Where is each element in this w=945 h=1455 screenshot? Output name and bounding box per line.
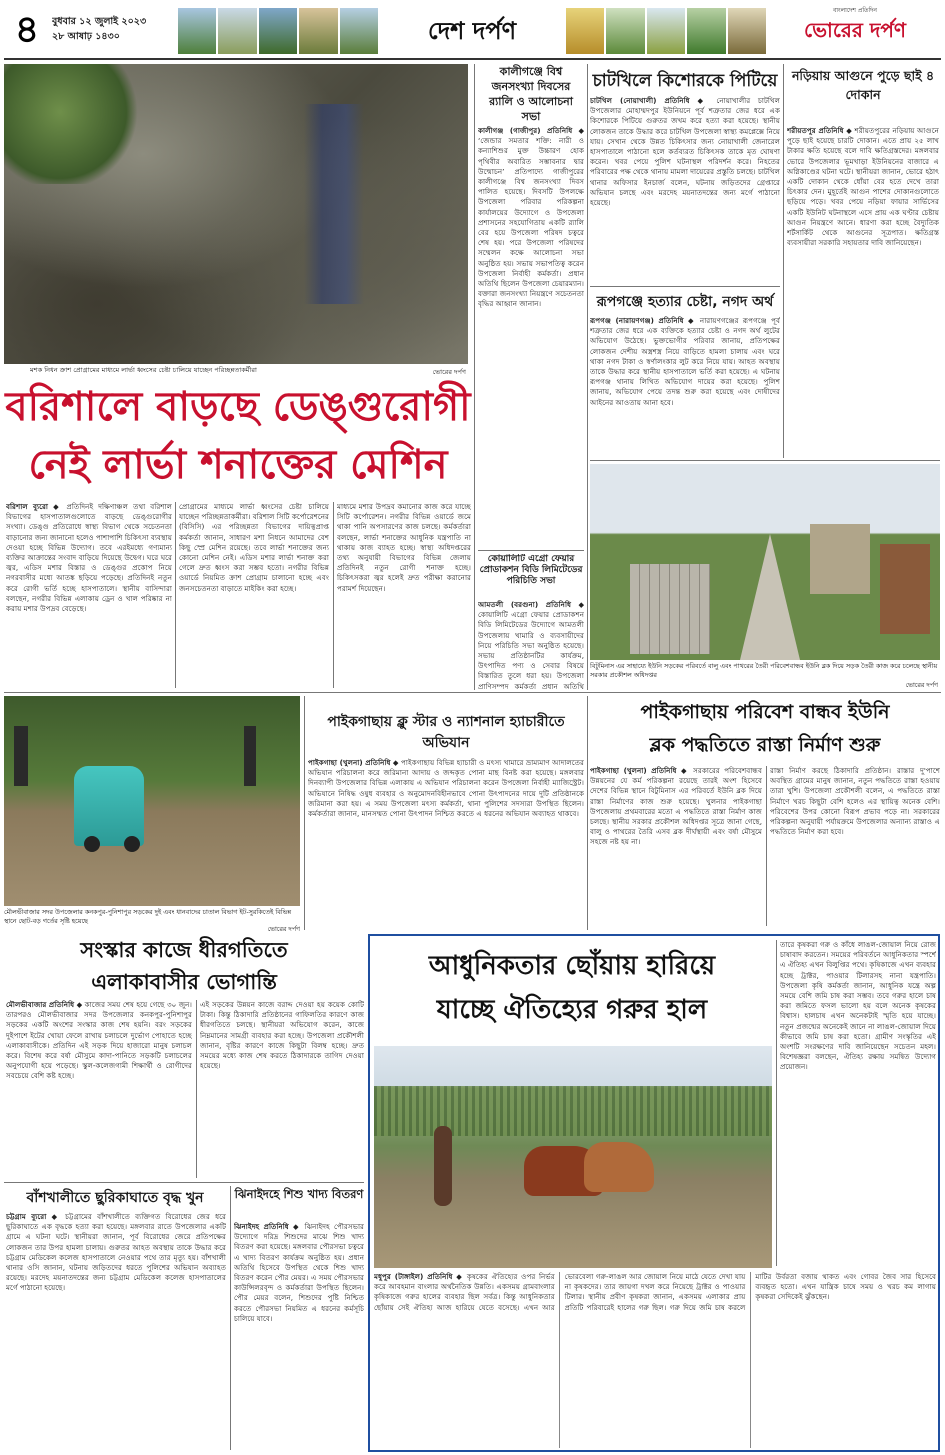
sanskar-text-2: এই সড়কের উন্নয়ন কাজে বরাদ্দ দেওয়া হয় কয়েক কোটি টাকা। কিন্তু ঠিকাদারি প্রতিষ্ঠানের গাফিলতির কারণে কাজ ধীরগতিতে চলছে। স্থানীয়রা অভিযোগ করেন, কাজে নিম্নমানের সামগ্রী ব্যবহার করা হচ্ছে। উপজেলা প্রকৌশলী জানান, বৃষ্টির কারণে কাজে কিছুটা বিলম্ব হচ্ছে। দ্রুত সময়ের মধ্যে কাজ শেষ করতে ঠিকাদারকে তাগিদ দেওয়া হয়েছে। <box>200 1000 364 1071</box>
header-photo-strip-right <box>566 8 766 54</box>
chatkhil-headline: চাটখিলে কিশোরকে পিটিয়ে <box>592 71 778 91</box>
photo2-caption: বিটুমিনাস এর সাহায্যে ইউনি সড়কের পরিবর্তে বালু এবং পাথরের তৈরী পরিবেশবান্ধব ইউনি ব্লক দিয়ে সড়ক তৈরী কাজ করে চলেছে স্থানীয় সরকার প্রকৌশল অধিদপ্তর <box>590 662 938 679</box>
rupganj-dateline: রূপগঞ্জ (নারায়ণগঞ্জ) প্রতিনিধি <box>590 316 684 325</box>
col-rule-kaliganj <box>474 64 475 690</box>
kaliganj-text: ‘জেন্ডার সমতার শক্তি: নারী ও কন্যাশিশুর মুক্ত উচ্চারণ হোক পৃথিবীর অবারিত সম্ভাবনার দ্বার উন্মোচন’ প্রতিপাদ্যে গাজীপুরের কালীগঞ্জে বিশ্ব জনসংখ্যা দিবস পালিত হয়েছে। দিবসটি উপলক্ষে উপজেলা পরিবার পরিকল্পনা কার্যালয়ের উদ্যোগে ও উপজেলা প্রশাসনের সহযোগিতায় একটি র‍্যালি বের হয়ে উপজেলা পরিষদ চত্বরে শেষ হয়। পরে উপজেলা পরিষদের সম্মেলন কক্ষে আলোচনা সভা অনুষ্ঠিত হয়। সভায় সভাপতিত্ব করেন উপজেলা নির্বাহী কর্মকর্তা। প্রধান অতিথি ছিলেন উপজেলা চেয়ারম্যান। বক্তারা জনসংখ্যা নিয়ন্ত্রণে সচেতনতা বৃদ্ধির আহ্বান জানান। <box>478 136 584 309</box>
chatkhil-text: নোয়াখালীর চাটখিল উপজেলার মোহাম্মদপুর ইউনিয়নে পূর্ব শত্রুতার জের ধরে এক কিশোরকে পিটিয়ে গুরুতর জখম করে হত্যা করা হয়েছে। স্থানীয় লোকজন তাকে উদ্ধার করে চাটখিল উপজেলা স্বাস্থ্য কমপ্লেক্সে নিয়ে যায়। সেখান থেকে উন্নত চিকিৎসার জন্য নোয়াখালী জেনারেল হাসপাতালে পাঠানো হলে কর্তব্যরত চিকিৎসক তাকে মৃত ঘোষণা করেন। খবর পেয়ে পুলিশ ঘটনাস্থল পরিদর্শন করে। নিহতের পরিবারের পক্ষ থেকে থানায় মামলা দায়েরের প্রস্তুতি চলছে। চাটখিল থানার অফিসার ইনচার্জ বলেন, ঘটনায় জড়িতদের গ্রেপ্তারে অভিযান চলছে এবং মরদেহ ময়নাতদন্তের জন্য মর্গে পাঠানো হয়েছে। <box>590 96 780 208</box>
col-rule-chatkhil <box>587 64 588 690</box>
date-line-1: বুধবার ১২ জুলাই ২০২৩ <box>52 16 147 27</box>
kaliganj-article: কালীগঞ্জ (গাজীপুর) প্রতিনিধি ◆ ‘জেন্ডার সমতার শক্তি: নারী ও কন্যাশিশুর মুক্ত উচ্চারণ হোক পৃথিবীর অবারিত সম্ভাবনার দ্বার উন্মোচন’ প্রতিপাদ্যে গাজীপুরের কালীগঞ্জে বিশ্ব জনসংখ্যা দিবস পালিত হয়েছে। দিবসটি উপলক্ষে উপজেলা পরিবার পরিকল্পনা কার্যালয়ের উদ্যোগে ও উপজেলা প্রশাসনের সহযোগিতায় একটি র‍্যালি বের হয়ে উপজেলা পরিষদ চত্বরে শেষ হয়। পরে উপজেলা পরিষদের সম্মেলন কক্ষে আলোচনা সভা অনুষ্ঠিত হয়। সভায় সভাপতিত্ব করেন উপজেলা নির্বাহী কর্মকর্তা। প্রধান অতিথি ছিলেন উপজেলা চেয়ারম্যান। বক্তারা জনসংখ্যা নিয়ন্ত্রণে সচেতনতা বৃদ্ধির আহ্বান জানান। <box>478 126 584 309</box>
barishal-dateline: বরিশাল ব্যুরো <box>6 502 49 511</box>
photo-larvicide-cleaning <box>4 64 468 364</box>
paikgacha2-text: পাইকগাছায় বিভিন্ন হ্যাচারী ও মৎস্য খামারে ভ্রাম্যমাণ আদালতের অভিযান পরিচালনা করে জরিমানা আদায় ও জব্দকৃত পোনা মাছ বিনষ্ট করা হয়েছে। মঙ্গলবার দিনব্যাপী উপজেলার বিভিন্ন এলাকায় এ অভিযান পরিচালনা করেন উপজেলা নির্বাহী ম্যাজিস্ট্রেট। অভিযানে নিষিদ্ধ ওষুধ ব্যবহার ও অনুমোদনবিহীনভাবে পোনা উৎপাদনের দায়ে দুটি প্রতিষ্ঠানকে জরিমানা করা হয়। এ সময় উপজেলা মৎস্য কর্মকর্তা, থানা পুলিশের সদস্যরা উপস্থিত ছিলেন। কর্মকর্তারা জানান, মানসম্মত পোনা উৎপাদন নিশ্চিত করতে এ ধরনের অভিযান অব্যাহত থাকবে। <box>308 758 584 819</box>
adhunik-headline <box>374 940 770 1036</box>
quality-headline: কোয়ালিটি এগ্রো ফেয়ার প্রোডাকশন বিডি লিমিটেডের পরিচিতি সভা <box>479 554 583 586</box>
quality-text: কোয়ালিটি এগ্রো ফেয়ার প্রোডাকশন বিডি লিমিটেডের উদ্যোগে আমতলী উপজেলায় খামারি ও ব্যবসায়ীদের নিয়ে পরিচিতি সভা অনুষ্ঠিত হয়েছে। সভায় প্রতিষ্ঠানটির কার্যক্রম, উৎপাদিত পণ্য ও সেবার বিষয়ে বিস্তারিত তুলে ধরা হয়। উপজেলা প্রাণিসম্পদ কর্মকর্তা প্রধান অতিথি <box>478 610 584 690</box>
photo2-credit: ভোরের দর্পণ <box>905 681 938 689</box>
col-rule-noriaya <box>783 64 784 458</box>
photo-bullock-plough <box>374 1046 772 1268</box>
barishal-text-2: প্রোগ্রামের মাধ্যমে লার্ভা ধ্বংসের চেষ্টা চালিয়ে যাচ্ছেন পরিচ্ছন্নতাকর্মীরা। বরিশাল সিটি কর্পোরেশনের (বিসিসি) এর পরিচ্ছন্নতা বিভাগের দায়িত্বপ্রাপ্ত কর্মকর্তা জানান, সাধারণ মশা নিধনে আমাদের বেশ কিছু স্প্রে মেশিন রয়েছে। তবে লার্ভা শনাক্তের জন্য কোনো মেশিন নেই। এডিস মশার লার্ভা শনাক্ত করা গেলে দ্রুত ধ্বংস করা সম্ভব হতো। নগরীর বিভিন্ন ওয়ার্ডে নিয়মিত ক্রাশ প্রোগ্রাম চালানো হচ্ছে এবং জনসচেতনতা বাড়াতে মাইকিং করা হচ্ছে। <box>179 502 329 593</box>
adhunik-bottom-text: মধুপুর (টাঙ্গাইল) প্রতিনিধি ◆ কৃষকের ঐতিহ্যের ওপর নির্ভর করে আবহমান বাংলার অর্থনৈতিক উন্নতি। একসময় গ্রামবাংলার কৃষিকাজে গরুর হালের ব্যবহার ছিল সর্বত্র। কিন্তু আধুনিকতার ছোঁয়ায় সেই ঐতিহ্য আজ হারিয়ে যেতে বসেছে। এখন আর ভোরবেলা গরু-লাঙল আর জোয়াল নিয়ে মাঠে যেতে দেখা যায় না কৃষকদের। তার জায়গা দখল করে নিয়েছে ট্রাক্টর ও পাওয়ার টিলার। স্থানীয় প্রবীণ কৃষকরা জানান, একসময় এলাকার প্রায় প্রতিটি পরিবারেই হালের গরু ছিল। গরু দিয়ে জমি চাষ করলে মাটির উর্বরতা বজায় থাকত এবং গোবর জৈব সার হিসেবে ব্যবহৃত হতো। এখন যান্ত্রিক চাষে সময় ও খরচ কম লাগায় কৃষকরা সেদিকেই ঝুঁকছেন। <box>374 1272 936 1312</box>
paikgacha1-headline <box>590 696 940 764</box>
sanskar-headline-line2: এলাকাবাসীর ভোগান্তি <box>91 970 277 994</box>
sanskar-headline-line1: সংস্কার কাজে ধীরগতিতে <box>80 938 288 962</box>
banshkhali-text: চট্টগ্রামের বাঁশখালীতে ব্যক্তিগত বিরোধের জের ধরে ছুরিকাঘাতে এক বৃদ্ধকে হত্যা করা হয়েছে। মঙ্গলবার রাতে উপজেলার একটি গ্রামে এ ঘটনা ঘটে। স্থানীয়রা জানান, পূর্ব বিরোধের জেরে প্রতিপক্ষের লোকজন তার উপর হামলা চালায়। গুরুতর আহত অবস্থায় তাকে উদ্ধার করে চট্টগ্রাম মেডিকেল কলেজ হাসপাতালে নেওয়ার পথে তার মৃত্যু হয়। বাঁশখালী থানার ওসি জানান, ঘটনায় জড়িতদের ধরতে পুলিশের অভিযান অব্যাহত রয়েছে। মরদেহ ময়নাতদন্তের জন্য চট্টগ্রাম মেডিকেল কলেজ হাসপাতালের মর্গে পাঠানো হয়েছে। <box>6 1212 226 1293</box>
col-rule-paikgacha2 <box>304 696 305 930</box>
paikgacha2-article: পাইকগাছা (খুলনা) প্রতিনিধি ◆ পাইকগাছায় বিভিন্ন হ্যাচারী ও মৎস্য খামারে ভ্রাম্যমাণ আদালতের অভিযান পরিচালনা করে জরিমানা আদায় ও জব্দকৃত পোনা মাছ বিনষ্ট করা হয়েছে। মঙ্গলবার দিনব্যাপী উপজেলার বিভিন্ন এলাকায় এ অভিযান পরিচালনা করেন উপজেলা নির্বাহী ম্যাজিস্ট্রেট। অভিযানে নিষিদ্ধ ওষুধ ব্যবহার ও অনুমোদনবিহীনভাবে পোনা উৎপাদনের দায়ে দুটি প্রতিষ্ঠানকে জরিমানা করা হয়। এ সময় উপজেলা মৎস্য কর্মকর্তা, থানা পুলিশের সদস্যরা উপস্থিত ছিলেন। কর্মকর্তারা জানান, মানসম্মত পোনা উৎপাদন নিশ্চিত করতে এ ধরনের অভিযান অব্যাহত থাকবে। <box>308 758 584 819</box>
chatkhil-dateline: চাটখিল (নোয়াখালী) প্রতিনিধি <box>590 96 690 105</box>
adhunik-dateline: মধুপুর (টাঙ্গাইল) প্রতিনিধি <box>374 1272 453 1281</box>
quality-top-rule <box>478 550 584 551</box>
paikgacha2-dateline: পাইকগাছা (খুলনা) প্রতিনিধি <box>308 758 391 767</box>
jhenaidah-headline: ঝিনাইদহে শিশু খাদ্য বিতরণ <box>234 1187 364 1201</box>
photo1-caption: মশক নিধন ক্রাশ প্রোগ্রামের মাধ্যমে লার্ভা ধ্বংসের চেষ্টা চালিয়ে যাচ্ছেন পরিচ্ছন্নতাকর্মীরা <box>30 366 257 374</box>
barishal-text-1: প্রতিদিনই দক্ষিণাঞ্চল তথা বরিশাল বিভাগের হাসপাতালগুলোতে বাড়ছে ডেঙ্গুরোগীর সংখ্যা। ডেঙ্গু প্রতিরোধে স্বাস্থ্য বিভাগ থেকে সচেতনতা বাড়ানোর জন্য জানানো হলেও পাশাপাশি চিকিৎসা ব্যবস্থায় দেওয়া হচ্ছে বিভিন্ন উদ্যোগ। তবে এরইমধ্যে গণ্যমান্য ব্যক্তির আক্রান্তের সংবাদ বাড়িয়ে দিয়েছে উদ্বেগ। ঘরে ঘরে জ্বর, এডিস মশার বিস্তার ও ডেঙ্গুর প্রকোপ নিয়ে নগরবাসীর মধ্যে আতঙ্ক ছড়িয়ে পড়েছে। প্রতিদিনই নতুন করে রোগী ভর্তি হচ্ছে হাসপাতালে। স্থানীয় বাসিন্দারা বলছেন, নগরীর বিভিন্ন এলাকায় ড্রেন ও খাল পরিষ্কার না করায় মশার উপদ্রব বেড়েছে। <box>6 502 172 614</box>
jhenaidah-dateline: ঝিনাইদহ প্রতিনিধি <box>234 1222 289 1231</box>
noriaya-text: শরীয়তপুরের নড়িয়ায় আগুনে পুড়ে ছাই হয়েছে চারটি দোকান। এতে প্রায় ২৫ লাখ টাকার ক্ষতি হয়েছে বলে দাবি ক্ষতিগ্রস্তদের। মঙ্গলবার ভোরে উপজেলার ভূমখাড়া ইউনিয়নের বাজারে এ অগ্নিকাণ্ডের ঘটনা ঘটে। স্থানীয়রা জানান, ভোরে হঠাৎ একটি দোকান থেকে ধোঁয়া বের হতে দেখে তারা চিৎকার দেন। মুহূর্তেই আগুন পাশের দোকানগুলোতে ছড়িয়ে পড়ে। খবর পেয়ে নড়িয়া ফায়ার সার্ভিসের একটি ইউনিট ঘটনাস্থলে এসে প্রায় এক ঘণ্টার চেষ্টায় আগুন নিয়ন্ত্রণে আনে। ধারণা করা হচ্ছে বৈদ্যুতিক শর্টসার্কিট থেকে আগুনের সূত্রপাত। ক্ষতিগ্রস্ত ব্যবসায়ীরা সরকারি সহায়তার দাবি জানিয়েছেন। <box>787 126 939 248</box>
sanskar-dateline: মৌলভীবাজার প্রতিনিধি <box>6 1000 75 1009</box>
adhunik-headline-line2: যাচ্ছে ঐতিহ্যের গরুর হাল <box>436 995 708 1025</box>
rupganj-text: নারায়ণগঞ্জের রূপগঞ্জে পূর্ব শত্রুতার জের ধরে এক ব্যক্তিকে হত্যার চেষ্টা ও নগদ অর্থ লুটের অভিযোগ উঠেছে। ভুক্তভোগীর পরিবার জানায়, প্রতিপক্ষের লোকজন দেশীয় অস্ত্রশস্ত্র নিয়ে বাড়িতে হামলা চালায় এবং ঘরে থাকা নগদ টাকা ও স্বর্ণালংকার লুট করে নিয়ে যায়। আহত অবস্থায় তাকে উদ্ধার করে স্থানীয় হাসপাতালে ভর্তি করা হয়েছে। এ ঘটনায় রূপগঞ্জ থানায় লিখিত অভিযোগ দায়ের করা হয়েছে। পুলিশ জানায়, অভিযোগ পেয়ে তদন্ত শুরু করা হয়েছে এবং দোষীদের আইনের আওতায় আনা হবে। <box>590 316 780 407</box>
banshkhali-headline: বাঁশখালীতে ছুরিকাঘাতে বৃদ্ধ খুন <box>26 1190 204 1206</box>
adhunik-headline-line1: আধুনিকতার ছোঁয়ায় হারিয়ে <box>428 951 716 981</box>
rupganj-headline: রূপগঞ্জে হত্যার চেষ্টা, নগদ অর্থ <box>596 294 774 310</box>
barishal-text-3: মাধ্যমে মশার উপদ্রব কমানোর কাজ করে যাচ্ছে সিটি কর্পোরেশন। নগরীর বিভিন্ন ওয়ার্ডে জমে থাকা পানি অপসারণের কাজ চলছে। কর্মকর্তারা বলছেন, লার্ভা শনাক্তের আধুনিক যন্ত্রপাতি না থাকায় কাজ ব্যাহত হচ্ছে। স্বাস্থ্য অধিদপ্তরের তথ্য অনুযায়ী বিভাগের বিভিন্ন জেলায় প্রতিদিনই নতুন রোগী শনাক্ত হচ্ছে। চিকিৎসকরা জ্বর হলেই দ্রুত পরীক্ষা করানোর পরামর্শ দিয়েছেন। <box>337 502 471 593</box>
barishal-body-col3 <box>337 502 471 690</box>
barishal-body-col1: বরিশাল ব্যুরো ◆ প্রতিদিনই দক্ষিণাঞ্চল তথা বরিশাল বিভাগের হাসপাতালগুলোতে বাড়ছে ডেঙ্গুরোগীর সংখ্যা। ডেঙ্গু প্রতিরোধে স্বাস্থ্য বিভাগ থেকে সচেতনতা বাড়ানোর জন্য জানানো হলেও পাশাপাশি চিকিৎসা ব্যবস্থায় দেওয়া হচ্ছে বিভিন্ন উদ্যোগ। তবে এরইমধ্যে গণ্যমান্য ব্যক্তির আক্রান্তের সংবাদ বাড়িয়ে দিয়েছে উদ্বেগ। ঘরে ঘরে জ্বর, এডিস মশার বিস্তার ও ডেঙ্গুর প্রকোপ নিয়ে নগরবাসীর মধ্যে আতঙ্ক ছড়িয়ে পড়েছে। প্রতিদিনই নতুন করে রোগী ভর্তি হচ্ছে হাসপাতালে। স্থানীয় বাসিন্দারা বলছেন, নগরীর বিভিন্ন এলাকায় ড্রেন ও খাল পরিষ্কার না করায় মশার উপদ্রব বেড়েছে। <box>6 502 172 614</box>
adhunik-text-right: তারে কৃষকরা গরু ও কাঁধে লাঙল-জোয়াল নিয়ে রোজ চাষাবাদ করতেন। সময়ের পরিবর্তনে আধুনিকতার স্পর্শে এ ঐতিহ্য এখন বিলুপ্তির পথে। কৃষিকাজে এখন ব্যবহার হচ্ছে ট্রাক্টর, পাওয়ার টিলারসহ নানা যন্ত্রপাতি। উপজেলা কৃষি কর্মকর্তা জানান, আধুনিক যন্ত্রে অল্প সময়ে বেশি জমি চাষ করা সম্ভব। তবে গরুর হালে চাষ করা জমিতে ফসল ভালো হয় বলে অনেক কৃষকের বিশ্বাস। হালচাষ এখন অনেকটাই স্মৃতি হয়ে যাচ্ছে। নতুন প্রজন্মের অনেকেই জানে না লাঙল-জোয়াল দিয়ে কীভাবে জমি চাষ করা হতো। গ্রামীণ সংস্কৃতির এই অংশটি সংরক্ষণের দাবি জানিয়েছেন সচেতন মহল। বিশেষজ্ঞরা বলছেন, ঐতিহ্য রক্ষায় সমন্বিত উদ্যোগ প্রয়োজন। <box>780 940 936 1072</box>
header-photo-strip-left <box>178 8 378 54</box>
paikgacha1-dateline: পাইকগাছা (খুলনা) প্রতিনিধি <box>590 766 677 775</box>
sanskar-col-rule <box>196 1000 197 1178</box>
page-number: ৪ <box>14 7 40 51</box>
barishal-body-col2 <box>179 502 329 690</box>
barishal-col-rule-1 <box>175 502 176 688</box>
page-header <box>0 0 945 62</box>
date-line-2: ২৮ আষাঢ় ১৪৩০ <box>52 31 120 42</box>
quality-article: আমতলী (বরগুনা) প্রতিনিধি ◆ কোয়ালিটি এগ্রো ফেয়ার প্রোডাকশন বিডি লিমিটেডের উদ্যোগে আমতলী উপজেলায় খামারি ও ব্যবসায়ীদের নিয়ে পরিচিতি সভা অনুষ্ঠিত হয়েছে। সভায় প্রতিষ্ঠানটির কার্যক্রম, উৎপাদিত পণ্য ও সেবার বিষয়ে বিস্তারিত তুলে ধরা হয়। উপজেলা প্রাণিসম্পদ কর্মকর্তা প্রধান অতিথি <box>478 600 584 690</box>
sanskar-headline <box>4 934 364 998</box>
paikgacha1-text-2: রাস্তা নির্মাণ করছে ঠিকাদারি প্রতিষ্ঠান। রাস্তার দু'পাশে অবস্থিত গ্রামের মানুষ জানান, নতুন পদ্ধতিতে রাস্তা হওয়ায় তারা খুশি। উপজেলা প্রকৌশলী বলেন, এ পদ্ধতিতে রাস্তা নির্মাণে খরচ কিছুটা বেশি হলেও এর স্থায়িত্ব অনেক বেশি। পরিবেশের উপর কোনো বিরূপ প্রভাব পড়ে না। সরকারের পরিকল্পনা অনুযায়ী পর্যায়ক্রমে উপজেলার অন্যান্য রাস্তাও এ পদ্ধতিতে নির্মাণ করা হবে। <box>770 766 940 837</box>
rupganj-article: রূপগঞ্জ (নারায়ণগঞ্জ) প্রতিনিধি ◆ নারায়ণগঞ্জের রূপগঞ্জে পূর্ব শত্রুতার জের ধরে এক ব্যক্তিকে হত্যার চেষ্টা ও নগদ অর্থ লুটের অভিযোগ উঠেছে। ভুক্তভোগীর পরিবার জানায়, প্রতিপক্ষের লোকজন দেশীয় অস্ত্রশস্ত্র নিয়ে বাড়িতে হামলা চালায় এবং ঘরে থাকা নগদ টাকা ও স্বর্ণালংকার লুট করে নিয়ে যায়। আহত অবস্থায় তাকে উদ্ধার করে স্থানীয় হাসপাতালে ভর্তি করা হয়েছে। এ ঘটনায় রূপগঞ্জ থানায় লিখিত অভিযোগ দায়ের করা হয়েছে। পুলিশ জানায়, অভিযোগ পেয়ে তদন্ত শুরু করা হয়েছে এবং দোষীদের আইনের আওতায় আনা হবে। <box>590 316 780 407</box>
paikgacha1-headline-line1: পাইকগাছায় পরিবেশ বান্ধব ইউনি <box>640 701 890 723</box>
barishal-headline <box>4 378 472 498</box>
col-rule-jhenaidah <box>230 1186 231 1450</box>
paikgacha1-text-1: সরকারের পরিবেশবান্ধব উন্নয়নের যে কর্ম পরিকল্পনা রয়েছে তারই অংশ হিসেবে দেশের বিভিন্ন স্থানে বিটুমিনাস এর পরিবর্তে ইউনি ব্লক দিয়ে রাস্তা নির্মাণের কাজ শুরু হয়েছে। খুলনার পাইকগাছা উপজেলায় প্রথমবারের মতো এ পদ্ধতিতে রাস্তা নির্মাণ কাজ চলছে। স্থানীয় সরকার প্রকৌশল অধিদপ্তর সূত্রে জানা গেছে, বালু ও পাথরের তৈরি এসব ব্লক দীর্ঘস্থায়ী এবং বর্ষা মৌসুমে সহজে নষ্ট হয় না। <box>590 766 762 847</box>
noriaya-article: শরীয়তপুর প্রতিনিধি ◆ শরীয়তপুরের নড়িয়ায় আগুনে পুড়ে ছাই হয়েছে চারটি দোকান। এতে প্রায় ২৫ লাখ টাকার ক্ষতি হয়েছে বলে দাবি ক্ষতিগ্রস্তদের। মঙ্গলবার ভোরে উপজেলার ভূমখাড়া ইউনিয়নের বাজারে এ অগ্নিকাণ্ডের ঘটনা ঘটে। স্থানীয়রা জানান, ভোরে হঠাৎ একটি দোকান থেকে ধোঁয়া বের হতে দেখে তারা চিৎকার দেন। মুহূর্তেই আগুন পাশের দোকানগুলোতে ছড়িয়ে পড়ে। খবর পেয়ে নড়িয়া ফায়ার সার্ভিসের একটি ইউনিট ঘটনাস্থলে এসে প্রায় এক ঘণ্টার চেষ্টায় আগুন নিয়ন্ত্রণে আনে। ধারণা করা হচ্ছে বৈদ্যুতিক শর্টসার্কিট থেকে আগুনের সূত্রপাত। ক্ষতিগ্রস্ত ব্যবসায়ীরা সরকারি সহায়তার দাবি জানিয়েছেন। <box>787 126 939 248</box>
sanskar-body-col2 <box>200 1000 364 1180</box>
photo-damaged-road <box>4 696 300 906</box>
adhunik-text-bottom: কৃষকের ঐতিহ্যের ওপর নির্ভর করে আবহমান বাংলার অর্থনৈতিক উন্নতি। একসময় গ্রামবাংলার কৃষিকাজে গরুর হালের ব্যবহার ছিল সর্বত্র। কিন্তু আধুনিকতার ছোঁয়ায় সেই ঐতিহ্য আজ হারিয়ে যেতে বসেছে। এখন আর ভোরবেলা গরু-লাঙল আর জোয়াল নিয়ে মাঠে যেতে দেখা যায় না কৃষকদের। তার জায়গা দখল করে নিয়েছে ট্রাক্টর ও পাওয়ার টিলার। স্থানীয় প্রবীণ কৃষকরা জানান, একসময় এলাকার প্রায় প্রতিটি পরিবারেই হালের গরু ছিল। গরু দিয়ে জমি চাষ করলে মাটির উর্বরতা বজায় থাকত এবং গোবর জৈব সার হিসেবে ব্যবহৃত হতো। এখন যান্ত্রিক চাষে সময় ও খরচ কম লাগায় কৃষকরা সেদিকেই ঝুঁকছেন। <box>374 1272 936 1312</box>
paikgacha1-body-col1: পাইকগাছা (খুলনা) প্রতিনিধি ◆ সরকারের পরিবেশবান্ধব উন্নয়নের যে কর্ম পরিকল্পনা রয়েছে তারই অংশ হিসেবে দেশের বিভিন্ন স্থানে বিটুমিনাস এর পরিবর্তে ইউনি ব্লক দিয়ে রাস্তা নির্মাণের কাজ শুরু হয়েছে। খুলনার পাইকগাছা উপজেলায় প্রথমবারের মতো এ পদ্ধতিতে রাস্তা নির্মাণ কাজ চলছে। স্থানীয় সরকার প্রকৌশল অধিদপ্তর সূত্রে জানা গেছে, বালু ও পাথরের তৈরি এসব ব্লক দীর্ঘস্থায়ী এবং বর্ষা মৌসুমে সহজে নষ্ট হয় না। <box>590 766 762 847</box>
noriaya-headline: নড়িয়ায় আগুনে পুড়ে ছাই ৪ দোকান <box>791 68 935 102</box>
masthead-block <box>772 6 938 56</box>
jhenaidah-text: ঝিনাইদহ পৌরসভার উদ্যোগে দরিদ্র শিশুদের মাঝে শিশু খাদ্য বিতরণ করা হয়েছে। মঙ্গলবার পৌরসভা চত্বরে এ খাদ্য বিতরণ কার্যক্রম অনুষ্ঠিত হয়। প্রধান অতিথি হিসেবে উপস্থিত থেকে শিশু খাদ্য বিতরণ করেন পৌর মেয়র। এ সময় পৌরসভার কাউন্সিলরবৃন্দ ও কর্মকর্তারা উপস্থিত ছিলেন। পৌর মেয়র বলেন, শিশুদের পুষ্টি নিশ্চিত করতে পৌরসভা নিয়মিত এ ধরনের কর্মসূচি চালিয়ে যাবে। <box>234 1222 364 1323</box>
paikgacha1-col-rule <box>766 766 767 926</box>
mid-rule <box>4 692 941 693</box>
barishal-headline-line1: বরিশালে বাড়ছে ডেঙ্গুরোগী <box>5 384 471 430</box>
barishal-headline-line2: নেই লার্ভা শনাক্তের মেশিন <box>28 442 448 488</box>
noriaya-dateline: শরীয়তপুর প্রতিনিধি <box>787 126 844 135</box>
rupganj-top-rule <box>590 286 780 287</box>
barishal-col-rule-2 <box>333 502 334 688</box>
sanskar-body-col1: মৌলভীবাজার প্রতিনিধি ◆ কাজের সময় শেষ হয়ে গেছে ৩০ জুন। তারপরও মৌলভীবাজার সদর উপজেলার কনকপুর-পুনিশাপুর সড়কের একটি অংশের সংস্কার কাজ শেষ হয়নি। বরং সড়কের দুইপাশে ইটের খোয়া ফেলে রাখায় চলাচলে দুর্ভোগ পোহাতে হচ্ছে এলাকাবাসীকে। প্রতিদিন এই সড়ক দিয়ে হাজারো মানুষ চলাচল করে। বিশেষ করে বর্ষা মৌসুমে কাদা-পানিতে সড়কটি চলাচলের অনুপযোগী হয়ে পড়েছে। স্কুল-কলেজগামী শিক্ষার্থী ও রোগীদের সবচেয়ে বেশি কষ্ট হচ্ছে। <box>6 1000 192 1081</box>
header-rule <box>4 58 941 60</box>
adhunik-right-col <box>780 940 936 1266</box>
sanskar-text-1: কাজের সময় শেষ হয়ে গেছে ৩০ জুন। তারপরও মৌলভীবাজার সদর উপজেলার কনকপুর-পুনিশাপুর সড়কের একটি অংশের সংস্কার কাজ শেষ হয়নি। বরং সড়কের দুইপাশে ইটের খোয়া ফেলে রাখায় চলাচলে দুর্ভোগ পোহাতে হচ্ছে এলাকাবাসীকে। প্রতিদিন এই সড়ক দিয়ে হাজারো মানুষ চলাচল করে। বিশেষ করে বর্ষা মৌসুমে কাদা-পানিতে সড়কটি চলাচলের অনুপযোগী হয়ে পড়েছে। স্কুল-কলেজগামী শিক্ষার্থী ও রোগীদের সবচেয়ে বেশি কষ্ট হচ্ছে। <box>6 1000 192 1081</box>
section-title: দেশ দর্পণ <box>427 17 517 45</box>
banshkhali-article: চট্টগ্রাম ব্যুরো ◆ চট্টগ্রামের বাঁশখালীতে ব্যক্তিগত বিরোধের জের ধরে ছুরিকাঘাতে এক বৃদ্ধকে হত্যা করা হয়েছে। মঙ্গলবার রাতে উপজেলার একটি গ্রামে এ ঘটনা ঘটে। স্থানীয়রা জানান, পূর্ব বিরোধের জেরে প্রতিপক্ষের লোকজন তার উপর হামলা চালায়। গুরুতর আহত অবস্থায় তাকে উদ্ধার করে চট্টগ্রাম মেডিকেল কলেজ হাসপাতালে নেওয়ার পথে তার মৃত্যু হয়। বাঁশখালী থানার ওসি জানান, ঘটনায় জড়িতদের ধরতে পুলিশের অভিযান অব্যাহত রয়েছে। মরদেহ ময়নাতদন্তের জন্য চট্টগ্রাম মেডিকেল কলেজ হাসপাতালের মর্গে পাঠানো হয়েছে। <box>6 1212 226 1293</box>
photo3-credit: ভোরের দর্পণ <box>267 925 300 933</box>
photo2-top-rule <box>590 460 940 461</box>
kaliganj-dateline: কালীগঞ্জ (গাজীপুর) প্রতিনিধি <box>478 126 573 135</box>
banshkhali-dateline: চট্টগ্রাম ব্যুরো <box>6 1212 47 1221</box>
adhunik-col-rule <box>776 940 777 1266</box>
photo3-caption: মৌলভীবাজার সদর উপজেলার কনকপুর-পুনিশাপুর সড়কের দুই এবং ধানবাদের চাতাল বিভাগ ইট-সুরকিতেই বিভিন্ন স্থানে ছোট-বড় গর্তের সৃষ্টি হয়েছে <box>4 908 292 925</box>
masthead-logo: ভোরের দর্পণ <box>804 18 906 42</box>
photo-unit-block-road <box>590 464 940 660</box>
col-rule-paikgacha1 <box>587 696 588 930</box>
paikgacha1-headline-line2: ব্লক পদ্ধতিতে রাস্তা নির্মাণ শুরু <box>649 734 881 756</box>
masthead-tag: বাংলাদেশ প্রতিদিন <box>832 7 878 14</box>
kaliganj-headline: কালীগঞ্জে বিশ্ব জনসংখ্যা দিবসের র‍্যালি ও আলোচনা সভা <box>489 65 573 123</box>
date-block <box>52 14 170 48</box>
photo1-credit: ভোরের দর্পণ <box>432 368 466 376</box>
jhenaidah-article: ঝিনাইদহ প্রতিনিধি ◆ ঝিনাইদহ পৌরসভার উদ্যোগে দরিদ্র শিশুদের মাঝে শিশু খাদ্য বিতরণ করা হয়েছে। মঙ্গলবার পৌরসভা চত্বরে এ খাদ্য বিতরণ কার্যক্রম অনুষ্ঠিত হয়। প্রধান অতিথি হিসেবে উপস্থিত থেকে শিশু খাদ্য বিতরণ করেন পৌর মেয়র। এ সময় পৌরসভার কাউন্সিলরবৃন্দ ও কর্মকর্তারা উপস্থিত ছিলেন। পৌর মেয়র বলেন, শিশুদের পুষ্টি নিশ্চিত করতে পৌরসভা নিয়মিত এ ধরনের কর্মসূচি চালিয়ে যাবে। <box>234 1222 364 1323</box>
chatkhil-article: চাটখিল (নোয়াখালী) প্রতিনিধি ◆ নোয়াখালীর চাটখিল উপজেলার মোহাম্মদপুর ইউনিয়নে পূর্ব শত্রুতার জের ধরে এক কিশোরকে পিটিয়ে গুরুতর জখম করে হত্যা করা হয়েছে। স্থানীয় লোকজন তাকে উদ্ধার করে চাটখিল উপজেলা স্বাস্থ্য কমপ্লেক্সে নিয়ে যায়। সেখান থেকে উন্নত চিকিৎসার জন্য নোয়াখালী জেনারেল হাসপাতালে পাঠানো হলে কর্তব্যরত চিকিৎসক তাকে মৃত ঘোষণা করেন। খবর পেয়ে পুলিশ ঘটনাস্থল পরিদর্শন করে। নিহতের পরিবারের পক্ষ থেকে থানায় মামলা দায়েরের প্রস্তুতি চলছে। চাটখিল থানার অফিসার ইনচার্জ বলেন, ঘটনায় জড়িতদের গ্রেপ্তারে অভিযান চলছে এবং মরদেহ ময়নাতদন্তের জন্য মর্গে পাঠানো হয়েছে। <box>590 96 780 208</box>
paikgacha1-body-col2 <box>770 766 940 928</box>
quality-dateline: আমতলী (বরগুনা) প্রতিনিধি <box>478 600 572 609</box>
paikgacha2-headline: পাইকগাছায় ক্লু স্টার ও ন্যাশনাল হ্যাচারীতে অভিযান <box>327 714 565 751</box>
banshkhali-top-rule <box>4 1182 364 1183</box>
